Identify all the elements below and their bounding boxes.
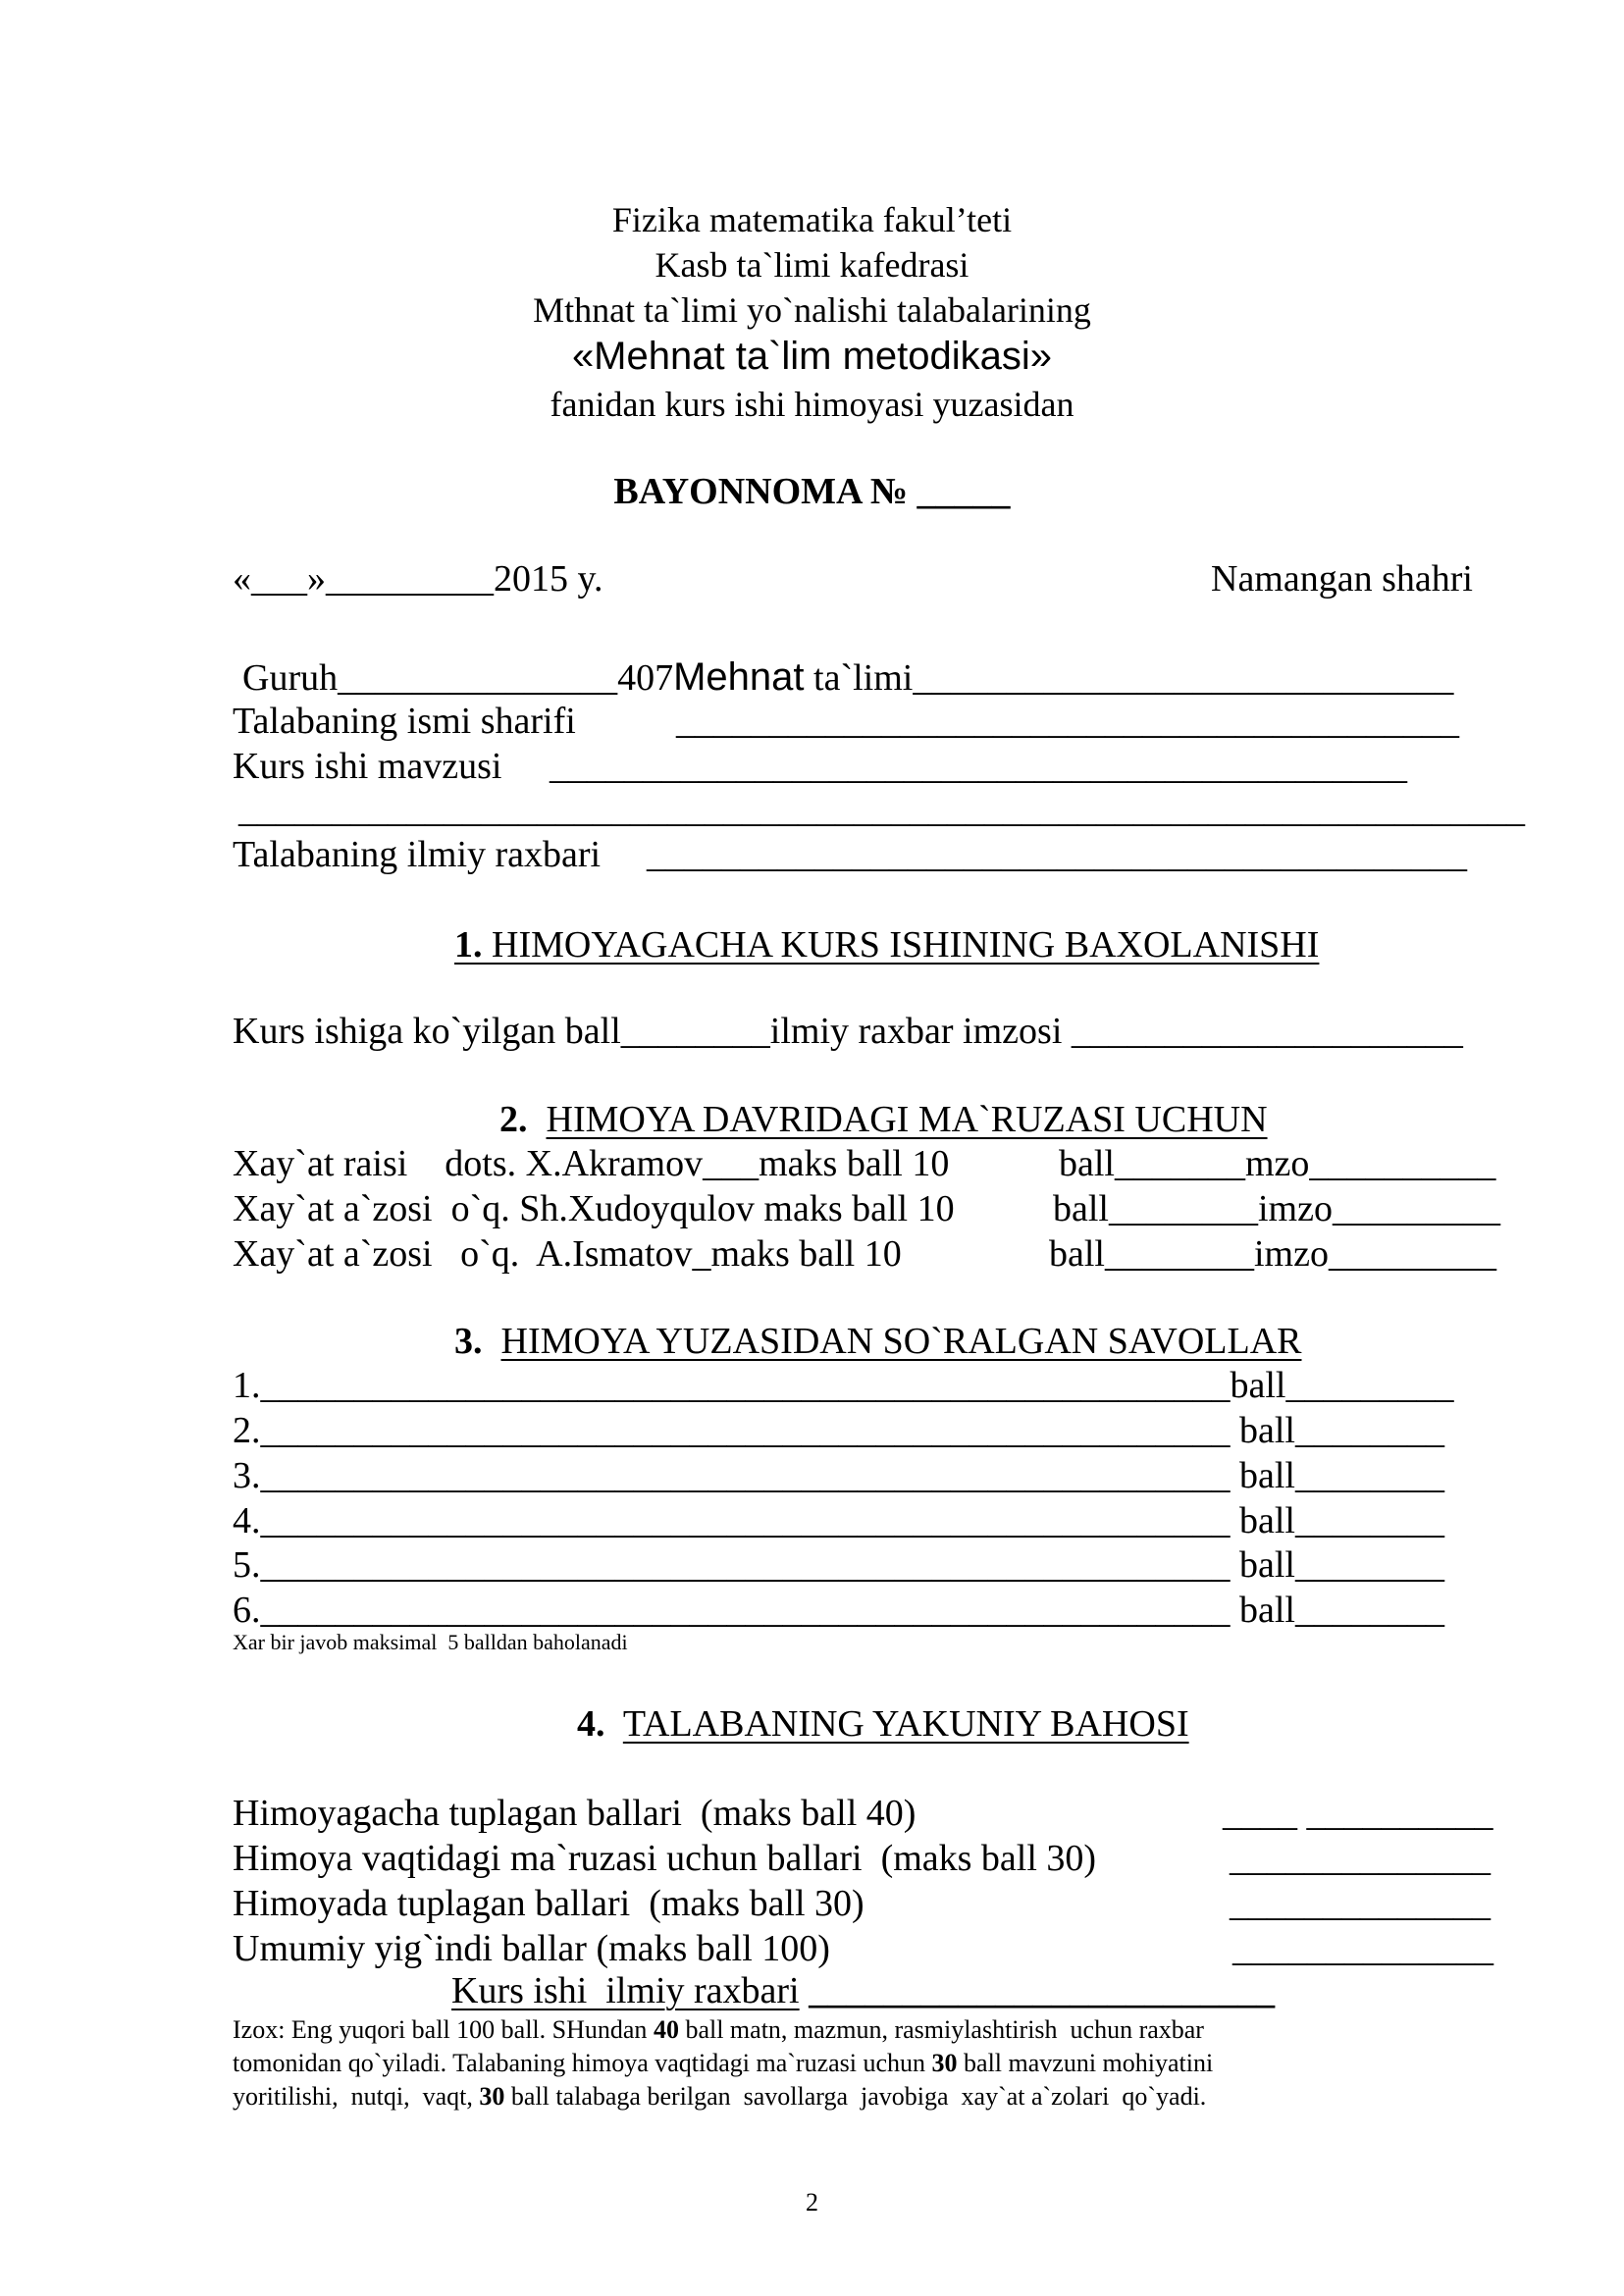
page-number: 2 <box>806 2188 818 2217</box>
subject-name: «Mehnat ta`lim metodikasi» <box>571 335 1053 378</box>
advisor-line: ____________________________________________ <box>647 834 1467 875</box>
section-3-number: 3. <box>454 1321 483 1362</box>
topic-line: ______________________________________________ <box>550 746 1407 787</box>
final-score-row-4: Umumiy yig`indi ballar (maks ball 100) <box>233 1928 830 1969</box>
student-label: Talabaning ismi sharifi <box>233 701 576 742</box>
note-line-1: Izox: Eng yuqori ball 100 ball. SHundan 40 ball matn, mazmun, rasmiylashtirish uchun raxbar <box>233 2015 1204 2044</box>
note-line-3: yoritilishi, nutqi, vaqt, 30 ball talabaga berilgan savollarga javobiga xay`at a`zolari qo`yadi. <box>233 2082 1207 2111</box>
group-suffix: ta`limi_____________________________ <box>804 657 1454 699</box>
group-line <box>242 657 1453 697</box>
subject-purpose: fanidan kurs ishi himoyasi yuzasidan <box>550 385 1074 424</box>
committee-row-2-ball: ball________imzo_________ <box>1053 1188 1500 1229</box>
advisor-label: Talabaning ilmiy raxbari <box>233 834 602 875</box>
section-3-title: HIMOYA YUZASIDAN SO`RALGAN SAVOLLAR <box>500 1321 1302 1362</box>
section-2-number: 2. <box>499 1099 528 1140</box>
section-1-heading <box>454 926 1319 964</box>
section-2-title: HIMOYA DAVRIDAGI MA`RUZASI UCHUN <box>546 1099 1268 1140</box>
city-name: Namangan shahri <box>1211 558 1473 600</box>
section-4-number: 4. <box>577 1703 605 1745</box>
note-line-2: tomonidan qo`yiladi. Talabaning himoya vaqtidagi ma`ruzasi uchun 30 ball mavzuni mohiyatini <box>233 2049 1214 2077</box>
final-score-row-4-blank: ______________ <box>1232 1928 1493 1969</box>
final-score-row-3-blank: ______________ <box>1230 1883 1491 1924</box>
group-name: Mehnat <box>673 655 805 699</box>
date-line: «___»_________2015 y. <box>233 558 603 600</box>
department-name: Kasb ta`limi kafedrasi <box>655 245 969 285</box>
question-line: 6.____________________________________________________ ball________ <box>233 1590 1444 1631</box>
question-line: 2.____________________________________________________ ball________ <box>233 1410 1444 1451</box>
document-title: BAYONNOMA № _____ <box>613 471 1011 512</box>
question-line: 3.____________________________________________________ ball________ <box>233 1455 1444 1496</box>
section-1-title: HIMOYAGACHA KURS ISHINING BAXOLANISHI <box>482 924 1320 965</box>
final-score-row-1: Himoyagacha tuplagan ballari (maks ball 40) <box>233 1793 917 1834</box>
scoring-note: Xar bir javob maksimal 5 balldan baholanadi <box>233 1630 628 1654</box>
final-score-row-3: Himoyada tuplagan ballari (maks ball 30) <box>233 1883 864 1924</box>
topic-label: Kurs ishi mavzusi <box>233 746 502 787</box>
committee-row-1-ball: ball_______mzo__________ <box>1059 1143 1496 1184</box>
section-3-heading <box>454 1323 1301 1360</box>
final-advisor-signature-line: _________________________ <box>799 1970 1276 2011</box>
committee-row-3: Xay`at a`zosi o`q. A.Ismatov_maks ball 10 <box>233 1233 902 1275</box>
final-score-row-1-blank: ____ __________ <box>1223 1793 1493 1834</box>
student-line: __________________________________________ <box>676 701 1459 742</box>
section-4-title: TALABANING YAKUNIY BAHOSI <box>622 1703 1189 1745</box>
program-name: Mthnat ta`limi yo`nalishi talabalarining <box>533 290 1091 330</box>
committee-row-3-ball: ball________imzo_________ <box>1049 1233 1496 1275</box>
committee-row-2: Xay`at a`zosi o`q. Sh.Xudoyqulov maks ball 10 <box>233 1188 955 1229</box>
final-advisor-label: Kurs ishi ilmiy raxbari <box>451 1970 800 2011</box>
section-1-number: 1. <box>454 924 483 965</box>
final-advisor-line <box>451 1972 1275 2009</box>
topic-line-2: _____________________________________________________________________ <box>238 789 1525 830</box>
committee-row-1: Xay`at raisi dots. X.Akramov___maks ball 10 <box>233 1143 950 1184</box>
question-line: 5.____________________________________________________ ball________ <box>233 1544 1444 1586</box>
final-score-row-2-blank: ______________ <box>1230 1838 1491 1879</box>
section-1-line: Kurs ishiga ko`yilgan ball________ilmiy raxbar imzosi _____________________ <box>233 1011 1463 1052</box>
final-score-row-2: Himoya vaqtidagi ma`ruzasi uchun ballari (maks ball 30) <box>233 1838 1097 1879</box>
question-line: 1.____________________________________________________ball_________ <box>233 1365 1454 1406</box>
question-line: 4.____________________________________________________ ball________ <box>233 1500 1444 1541</box>
section-4-heading <box>577 1705 1189 1743</box>
faculty-name: Fizika matematika fakul’teti <box>611 200 1013 239</box>
section-2-heading <box>499 1101 1268 1138</box>
group-prefix: Guruh_______________407 <box>242 657 674 699</box>
